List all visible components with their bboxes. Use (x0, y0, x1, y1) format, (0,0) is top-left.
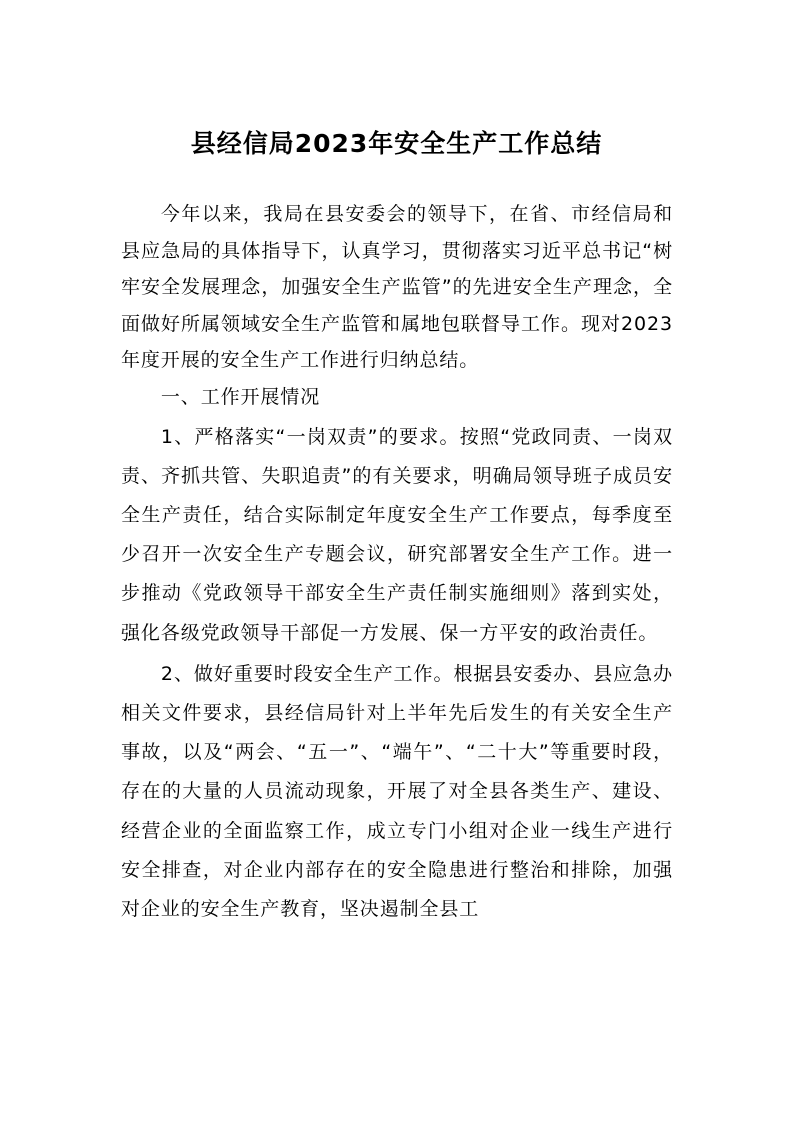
intro-paragraph: 今年以来，我局在县安委会的领导下，在省、市经信局和县应急局的具体指导下，认真学习，贯彻落实习近平总书记“树牢安全发展理念，加强安全生产监管”的先进安全生产理念，全面做好所属领域安全生产监管和属地包联督导工作。现对2023年度开展的安全生产工作进行归纳总结。 (121, 203, 673, 372)
item-2-paragraph: 2、做好重要时段安全生产工作。根据县安委办、县应急办相关文件要求，县经信局针对上半年先后发生的有关安全生产事故，以及“两会、“五一”、“端午”、“二十大”等重要时段，存在的大量的人员流动现象，开展了对全县各类生产、建设、经营企业的全面监察工作，成立专门小组对企业一线生产进行安全排查，对企业内部存在的安全隐患进行整治和排除，加强对企业的安全生产教育，坚决遏制全县工 (121, 662, 673, 920)
section-heading-work-status: 一、工作开展情况 (160, 385, 321, 408)
document-body (121, 196, 673, 929)
item-1-paragraph: 1、严格落实“一岗双责”的要求。按照“党政同责、一岗双责、齐抓共管、失职追责”的有关要求，明确局领导班子成员安全生产责任，结合实际制定年度安全生产工作要点，每季度至少召开一次安全生产专题会议，研究部署安全生产工作。进一步推动《党政领导干部安全生产责任制实施细则》落到实处，强化各级党政领导干部促一方发展、保一方平安的政治责任。 (121, 425, 673, 644)
document-title: 县经信局2023年安全生产工作总结 (190, 129, 603, 158)
